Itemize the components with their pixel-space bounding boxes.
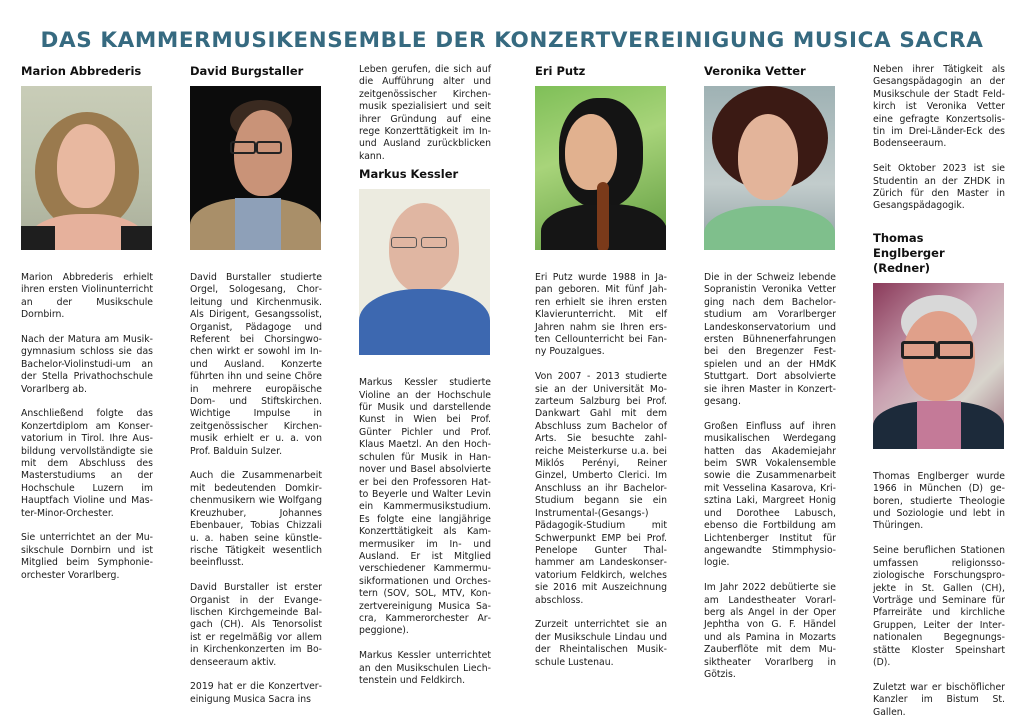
member-name: Veronika Vetter	[704, 64, 806, 78]
member-name: Marion Abbrederis	[21, 64, 142, 78]
portrait-photo-putz	[535, 86, 666, 250]
member-bio-continued: Neben ihrer Tätigkeit als Gesangspädagogin an der Musikschule der Stadt Feldkirch ist Veronika Vetter eine gefragte Konzertsolistin im Drei-Länder-Eck des Bodenseeraum. Seit Oktober 2023 ist sie Studentin an der ZHDK in Zürich für den Master in Gesangspädagogik.	[873, 64, 1005, 212]
member-bio: Eri Putz wurde 1988 in Japan geboren. Mit fünf Jahren erhielt sie ihren ersten Klavierunterricht. Mit elf Jahren nahm sie Ihren ersten Cellounterricht bei Fanny Pouzalgues. Von 2007 - 2013 studierte sie an der Universität Mozarteum Salzburg bei Prof. Dankwart Gahl mit dem Abschluss zum Bachelor of Arts. Sie besuchte zahlreiche Meisterkurse u.a. bei Miklós Perényi, Reiner Ginzel, Umberto Clerici. Im Anschluss an ihr Bachelor-Studium begann sie ein Instrumental-(Gesangs-) Pädagogik-Studium mit Schwerpunkt EMP bei Prof. Penelope Gunter Thalhammer am Landeskonservatorium Feldkirch, welches sie 2016 mit Auszeichnung abschloss. Zurzeit unterrichtet sie an der Musikschule Lindau und der Rheintalischen Musikschule Lustenau.	[535, 272, 667, 668]
portrait-photo-englberger	[873, 283, 1004, 449]
member-column-putz	[535, 64, 667, 669]
member-bio: Marion Abbrederis erhielt ihren ersten Violinunterricht an der Musikschule Dornbirn. Nach der Matura am Musikgymnasium schloss sie das Bachelor-Violinstudi-um an der Stella Privathochschule Vorarlberg ab. Anschließend folgte das Konzertdiplom am Konservatorium in Tirol. Ihre Ausbildung vervollständigte sie mit dem Abschluss des Masterstudiums an der Hochschule Luzern im Hauptfach Violine und Master-Minor-Orchester. Sie unterrichtet an der Musikschule Dornbirn und ist Mitglied beim Symphonieorchester Vorarlberg.	[21, 272, 153, 581]
page-title: DAS KAMMERMUSIKENSEMBLE DER KONZERTVEREINIGUNG MUSICA SACRA	[40, 28, 984, 54]
member-bio: David Burstaller studierte Orgel, Sologesang, Chorleitung und Kirchenmusik. Als Dirigent, Gesangssolist, Organist, Pädagoge und Referent bei Chorsingwochen wirkt er sowohl im In- und Ausland. Konzerte führten ihn und seine Chöre in mehrere europäische Dom- und Stiftskirchen. Wichtige Impulse in zeitgenössischer Kirchenmusik erhielt er u. a. von Prof. Balduin Sulzer. Auch die Zusammenarbeit mit bedeutenden Domkirchenmusikern wie Wolfgang Kreuzhuber, Johannes Ebenbauer, Tobias Chizzali u. a. haben seine künstlerische Tätigkeit wesentlich beeinflusst. David Burstaller ist erster Organist in der Evangelischen Kirchgemeinde Balgach (CH). Als Tenorsolist ist er regelmäßig vor allem in Kirchenkonzerten im Bodenseeraum aktiv. 2019 hat er die Konzertvereinigung Musica Sacra ins	[190, 272, 322, 705]
portrait-photo-burgstaller	[190, 86, 321, 250]
member-name: Eri Putz	[535, 64, 586, 78]
member-column-vetter	[704, 64, 836, 681]
member-bio: Markus Kessler studierte Violine an der Hochschule für Musik und darstellende Kunst in Wien bei Prof. Günter Pichler und Prof. Klaus Maetzl. An den Hochschulen für Musik in Hannover und Basel absolvierte er bei den Professoren Hatto Beyerle und Walter Levin ein Kammermusikstudium. Es folgte eine langjährige Konzerttätigkeit als Kammermusiker im In- und Ausland. Er ist Mitglied verschiedener Kammermusikformationen und Orchestern (SOV, SOL, MTV, Konzertvereinigung Musica Sacra, Kammerorchester Arpeggione). Markus Kessler unterrichtet an den Musikschulen Liechtenstein und Feldkirch.	[359, 377, 491, 686]
portrait-photo-vetter	[704, 86, 835, 250]
member-name: Markus Kessler	[359, 167, 459, 182]
portrait-photo-abbrederis	[21, 86, 152, 250]
member-column-englberger	[873, 64, 1005, 719]
member-column-kessler	[359, 64, 491, 687]
member-bio: Die in der Schweiz lebende Sopranistin Veronika Vetter ging nach dem Bachelorstudium am Vorarlberger Landeskonservatorium und ersten Bühnenerfahrungen bei den Bregenzer Festspielen und an der HMdK Stuttgart. Dort absolvierte sie ihren Master in Konzertgesang. Großen Einfluss auf ihren musikalischen Werdegang hatten das Akademiejahr beim SWR Vokalensemble sowie die Zusammenarbeit mit Vesselina Kasarova, Krisztina Laki, Margreet Honig und Dorothee Labusch, ebenso die Fortbildung am Lichtenberger Institut für angewandte Stimmphysiologie. Im Jahr 2022 debütierte sie am Landestheater Vorarlberg als Angel in der Oper Jephtha von G. F. Händel und als Pamina in Mozarts Zauberflöte mit dem Musiktheater Vorarlberg in Götzis.	[704, 272, 836, 680]
portrait-photo-kessler	[359, 189, 490, 355]
member-column-burgstaller	[190, 64, 322, 706]
member-name: David Burgstaller	[190, 64, 304, 78]
member-bio: Thomas Englberger wurde 1966 in München (D) geboren, studierte Theologie und Soziologie und lebt in Thüringen. Seine beruflichen Stationen umfassen religionssoziologische Forschungsprojekte in St. Gallen (CH), Vorträge und Seminare für Pfarreiräte und kirchliche Gruppen, Leiter der Internationalen Begegnungsstätte Kloster Speinshart (D). Zuletzt war er bischöflicher Kanzler im Bistum St. Gallen.	[873, 470, 1005, 718]
member-name: Thomas Englberger (Redner)	[873, 230, 945, 275]
member-column-abbrederis	[21, 64, 153, 582]
member-bio-continued: Leben gerufen, die sich auf die Aufführung alter und zeitgenössischer Kirchenmusik spezialisiert und seit ihrer Gründung auf eine rege Konzerttätigkeit im In- und Ausland zurückblicken kann.	[359, 64, 491, 162]
